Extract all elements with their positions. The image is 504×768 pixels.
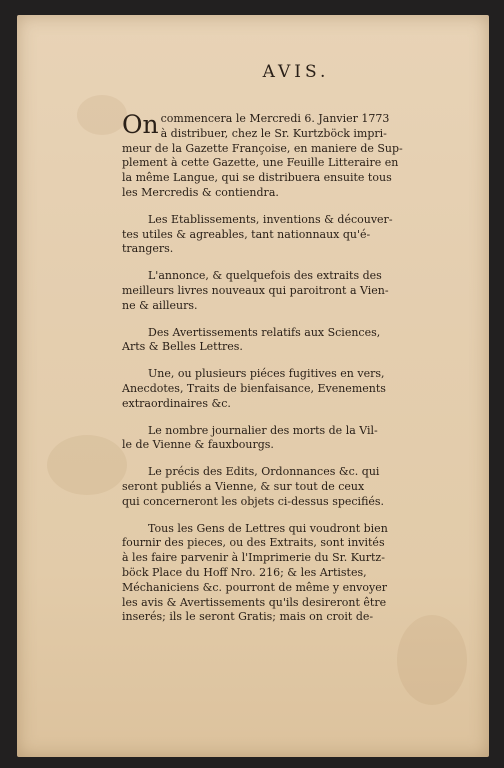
text-line: Le nombre journalier des morts de la Vil- — [148, 423, 378, 437]
text-line: ne & ailleurs. — [122, 298, 198, 312]
text-line: Une, ou plusieurs piéces fugitives en vers, — [148, 367, 385, 381]
text-line: böck Place du Hoff Nro. 216; & les Artistes, — [122, 565, 367, 579]
paragraph-fugitive-pieces — [122, 367, 430, 411]
text-line: Tous les Gens de Lettres qui voudront bien — [148, 521, 388, 535]
text-line: meilleurs livres nouveaux qui paroitront a Vien- — [122, 283, 389, 297]
text-line: le de Vienne & fauxbourgs. — [122, 438, 274, 452]
text-line: L'annonce, & quelquefois des extraits des — [148, 269, 382, 283]
text-line: Les Etablissements, inventions & découver- — [148, 212, 393, 226]
document-title: AVIS. — [262, 62, 330, 82]
text-line: commencera le Mercredi 6. Janvier 1773 — [160, 112, 390, 125]
text-line: Le précis des Edits, Ordonnances &c. qui — [148, 465, 380, 479]
text-line: les avis & Avertissements qu'ils desireront être — [122, 595, 387, 609]
text-line: seront publiés a Vienne, & sur tout de ceux — [122, 479, 365, 493]
text-line: Des Avertissements relatifs aux Sciences, — [148, 325, 381, 339]
text-line: meur de la Gazette Françoise, en maniere de Sup- — [122, 141, 403, 155]
paragraph-notices — [122, 326, 430, 356]
text-line: qui concerneront les objets ci-dessus specifiés. — [122, 494, 385, 508]
paragraph-deaths — [122, 424, 430, 454]
paragraph-edicts — [122, 465, 430, 509]
text-line: tes utiles & agreables, tant nationnaux qu'é- — [122, 227, 371, 241]
text-line: les Mercredis & contiendra. — [122, 185, 279, 199]
paragraph-contributors — [122, 522, 430, 626]
text-line: fournir des pieces, ou des Extraits, sont invités — [122, 536, 385, 550]
text-line: Arts & Belles Lettres. — [122, 340, 243, 354]
paragraph-establishments — [122, 213, 430, 257]
text-line: inserés; ils le seront Gratis; mais on croit de- — [122, 610, 374, 624]
text-line: Méchaniciens &c. pourront de même y envoyer — [122, 580, 387, 594]
text-line: extraordinaires &c. — [122, 396, 231, 410]
text-line: à les faire parvenir à l'Imprimerie du Sr. Kurtz- — [122, 551, 385, 565]
text-line: la même Langue, qui se distribuera ensuite tous — [122, 171, 392, 185]
text-line: plement à cette Gazette, une Feuille Litteraire en — [122, 156, 399, 170]
document-page — [122, 62, 430, 637]
paragraph-announcements — [122, 269, 430, 313]
paragraph-intro — [122, 112, 430, 201]
text-line: à distribuer, chez le Sr. Kurtzböck impri- — [160, 126, 387, 140]
drop-cap: On — [122, 110, 159, 139]
text-line: trangers. — [122, 242, 174, 256]
text-line: Anecdotes, Traits de bienfaisance, Evenements — [122, 381, 386, 395]
